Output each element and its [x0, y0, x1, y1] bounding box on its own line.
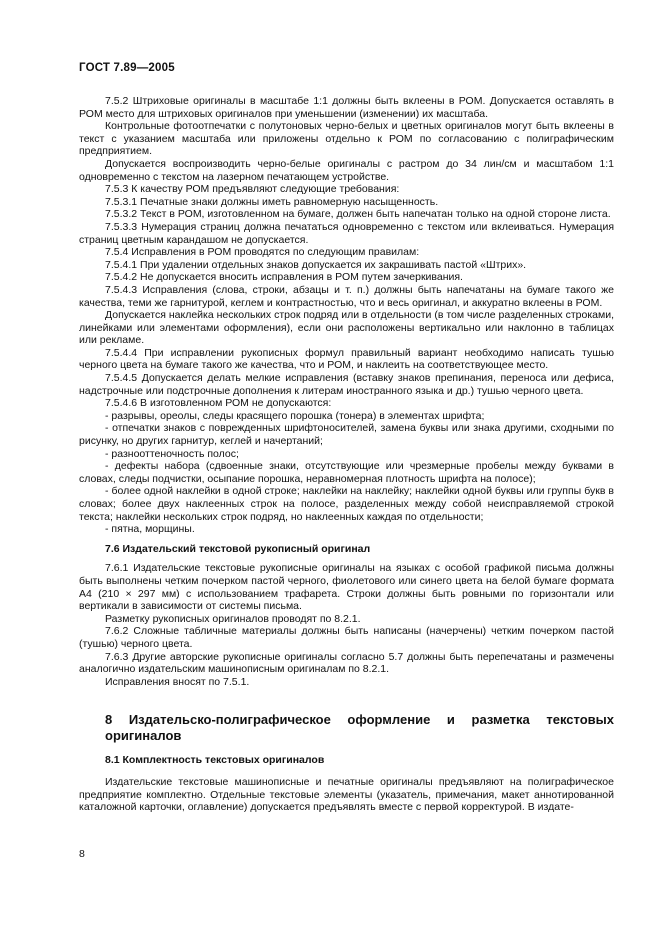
paragraph: 7.5.4.3 Исправления (слова, строки, абзацы и т. п.) должны быть напечатаны на бумаге такого же качества, теми же гарнитурой, кеглем и контрастностью, что и весь оригинал, и аккуратно вклеены в РОМ.	[79, 283, 614, 309]
paragraph: 7.5.2 Штриховые оригиналы в масштабе 1:1 должны быть вклеены в РОМ. Допускается оставлять в РОМ место для штриховых оригиналов при уменьшении (изменении) их масштаба.	[79, 95, 614, 120]
document-header: ГОСТ 7.89—2005	[79, 62, 175, 74]
paragraph: 7.5.3.3 Нумерация страниц должна печататься одновременно с текстом или вклеиваться. Нумерация страниц цветным карандашом не допускается.	[79, 220, 614, 246]
paragraph: - разрывы, ореолы, следы красящего порошка (тонера) в элементах шрифта;	[105, 409, 485, 422]
paragraph: Разметку рукописных оригиналов проводят по 8.2.1.	[105, 612, 361, 625]
paragraph: Исправления вносят по 7.5.1.	[105, 675, 250, 688]
paragraph: 7.6.2 Сложные табличные материалы должны быть написаны (начерчены) четким почерком пастой (тушью) черного цвета.	[79, 625, 614, 650]
paragraph: 7.5.4.6 В изготовленном РОМ не допускаются:	[105, 397, 332, 410]
paragraph: 7.5.4.2 Не допускается вносить исправления в РОМ путем зачеркивания.	[105, 271, 463, 284]
paragraph: 7.5.4.4 При исправлении рукописных формул правильный вариант необходимо написать тушью черного цвета на бумаге такого же качества, что и РОМ, и наклеить на соответствующее место.	[79, 346, 614, 372]
paragraph: Допускается воспроизводить черно-белые оригиналы с растром до 34 лин/см и масштабом 1:1 одновременно с текстом на лазерном печатающем устройстве.	[79, 157, 614, 183]
paragraph: 7.5.4.5 Допускается делать мелкие исправления (вставку знаков препинания, переноса или дефиса, надстрочные или подстрочные дополнения к литерам иностранного языка и др.) тушью черного цвета.	[79, 372, 614, 397]
paragraph: - разнооттеночность полос;	[105, 447, 239, 460]
section-8-1-body	[79, 776, 614, 814]
document-body	[79, 95, 614, 814]
paragraph: - пятна, морщины.	[105, 523, 195, 536]
paragraph: Издательские текстовые машинописные и печатные оригиналы предъявляют на полиграфическое предприятие комплектно. Отдельные текстовые элементы (указатель, примечания, макет аннотированной каталожной карточки, оглавление) допускается предъявлять вместе с первой корректурой. В издате-	[79, 775, 614, 814]
section-7-5-continued	[79, 95, 614, 536]
paragraph: 7.6.3 Другие авторские рукописные оригиналы согласно 5.7 должны быть перепечатаны и размечены аналогично издательским машинописным оригиналам по 8.2.1.	[79, 650, 614, 676]
section-heading-7-6: 7.6 Издательский текстовой рукописный оригинал	[105, 542, 371, 555]
paragraph: 7.6.1 Издательские текстовые рукописные оригиналы на языках с особой графикой письма должны быть выполнены четким почерком пастой черного, фиолетового или синего цвета на белой бумаге формата А4 (210 × 297 мм) с использованием трафарета. Строки должны быть ровными по горизонтали или вертикали в зависимости от системы письма.	[79, 562, 614, 613]
paragraph: - отпечатки знаков с поврежденных шрифтоносителей, замена буквы или знака другими, сходными по рисунку, но других гарнитур, кеглей и начертаний;	[79, 422, 614, 448]
paragraph: 7.5.4.1 При удалении отдельных знаков допускается их закрашивать пастой «Штрих».	[105, 258, 527, 271]
paragraph: 7.5.3.1 Печатные знаки должны иметь равномерную насыщенность.	[105, 195, 439, 208]
chapter-heading-8: 8 Издательско-полиграфическое оформление и разметка текстовых оригиналов	[105, 712, 614, 744]
section-heading-8-1: 8.1 Комплектность текстовых оригиналов	[105, 754, 325, 767]
paragraph: 7.5.3 К качеству РОМ предъявляют следующие требования:	[105, 183, 400, 196]
paragraph: Допускается наклейка нескольких строк подряд или в отдельности (в том числе разделенных строками, линейками или элементами оформления), если они расположены вертикально или наклонно в таблицах или рекламе.	[79, 309, 614, 347]
section-7-6-body	[79, 562, 614, 688]
paragraph: 7.5.4 Исправления в РОМ проводятся по следующим правилам:	[105, 246, 420, 259]
paragraph: - дефекты набора (сдвоенные знаки, отсутствующие или чрезмерные пробелы между буквами в словах, следы подчистки, осыпание порошка, неравномерная плотность шрифта на полосе);	[79, 460, 614, 485]
paragraph: 7.5.3.2 Текст в РОМ, изготовленном на бумаге, должен быть напечатан только на одной стороне листа.	[105, 208, 611, 221]
paragraph: Контрольные фотоотпечатки с полутоновых черно-белых и цветных оригиналов могут быть вклеены в текст с указанием масштаба или приложены отдельно к РОМ по согласованию с полиграфическим предприятием.	[79, 120, 614, 158]
paragraph: - более одной наклейки в одной строке; наклейки на наклейку; наклейки одной буквы или группы букв в словах; более двух наклеенных строк на полосе, разделенных между собой неисправляемой строкой текста; наклейки нескольких строк подряд, но наклеенных каждая по отдельности;	[79, 485, 614, 523]
page-number: 8	[79, 848, 85, 860]
